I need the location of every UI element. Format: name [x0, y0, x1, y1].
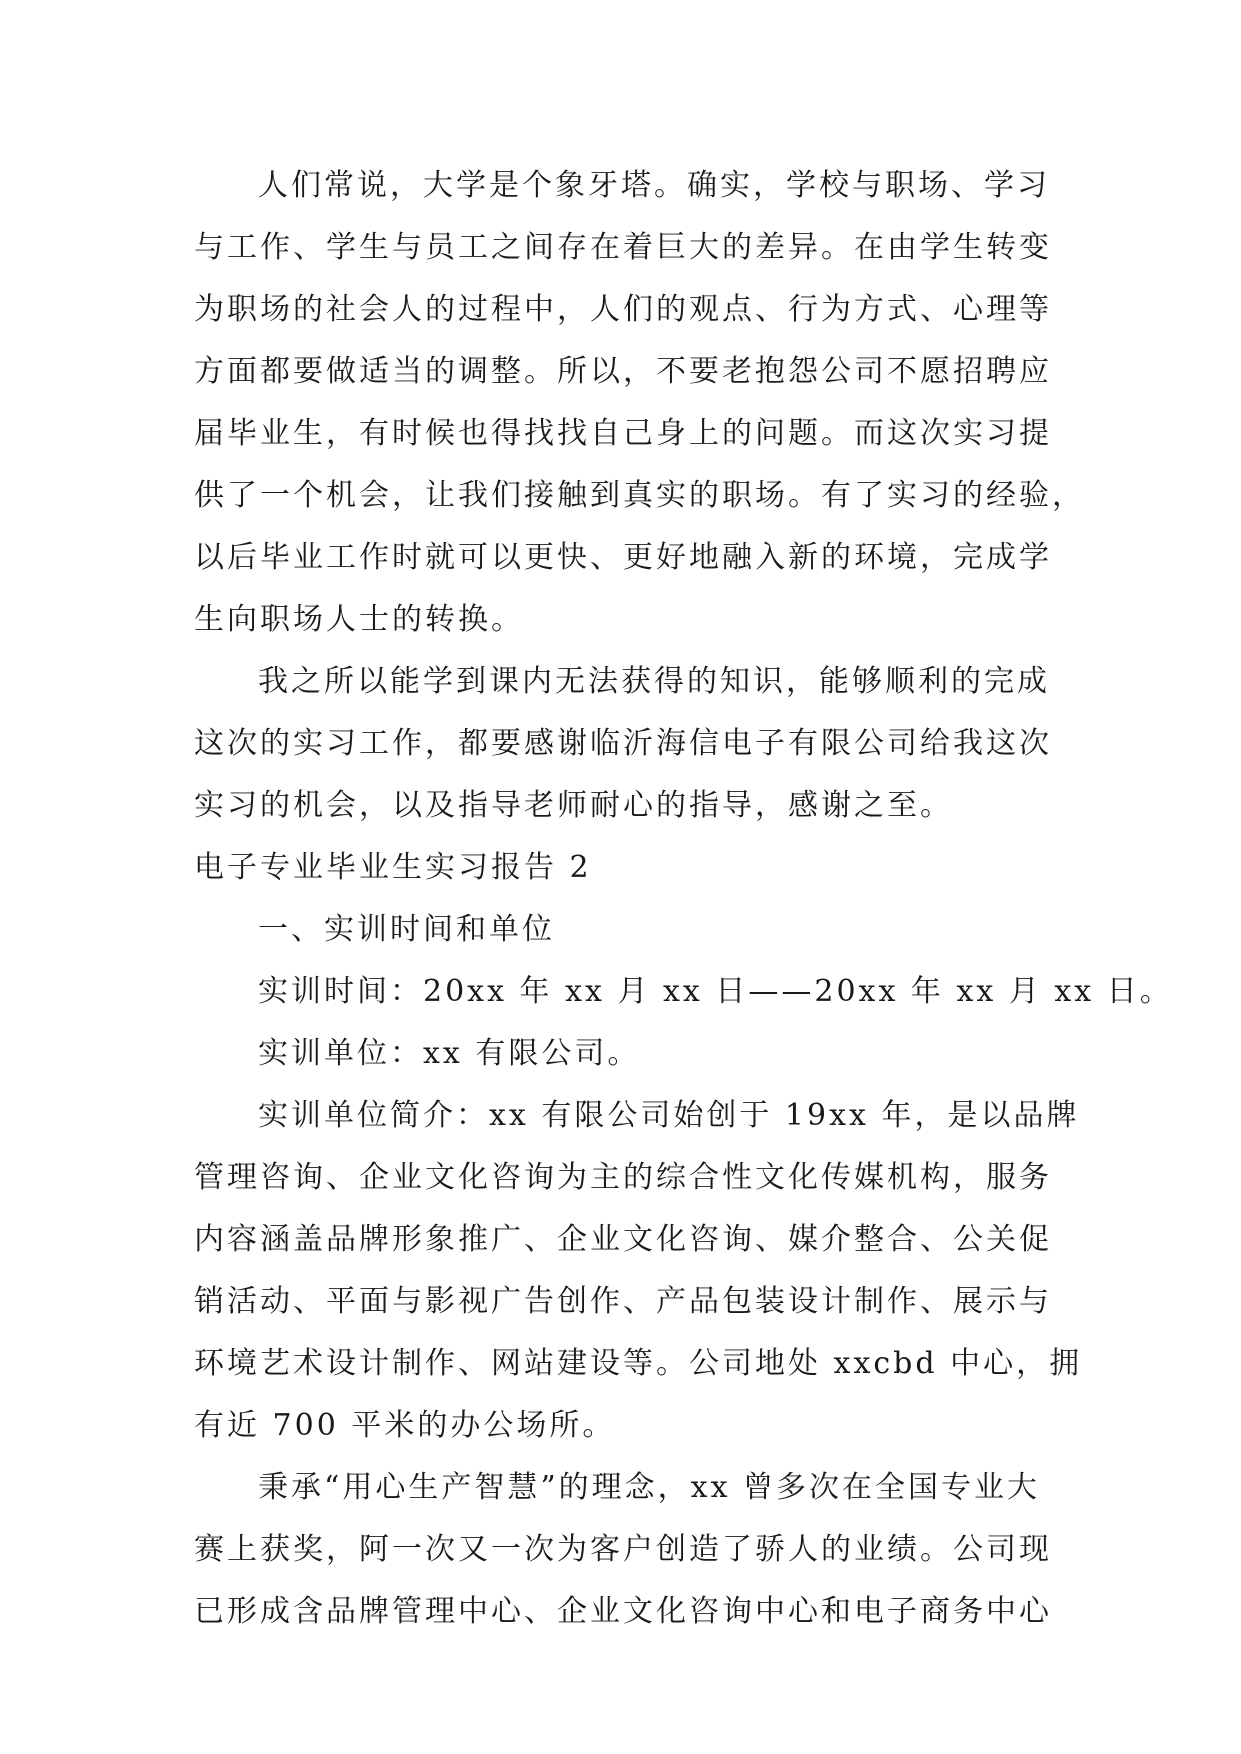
text-line: 秉承“用心生产智慧”的理念，xx 曾多次在全国专业大	[258, 1470, 1041, 1505]
text-line: 与工作、学生与员工之间存在着巨大的差异。在由学生转变	[194, 230, 1052, 265]
text-line: 电子专业毕业生实习报告 2	[194, 850, 592, 885]
document-body	[194, 155, 1173, 1643]
text-line: 实习的机会，以及指导老师耐心的指导，感谢之至。	[194, 788, 953, 823]
report-title	[194, 837, 1056, 899]
text-line: 销活动、平面与影视广告创作、产品包装设计制作、展示与	[194, 1284, 1052, 1319]
text-line: 管理咨询、企业文化咨询为主的综合性文化传媒机构，服务	[194, 1160, 1052, 1195]
text-line: 供了一个机会，让我们接触到真实的职场。有了实习的经验，	[194, 478, 1085, 513]
text-line: 有近 700 平米的办公场所。	[194, 1408, 616, 1443]
text-line: 届毕业生，有时候也得找找自己身上的问题。而这次实习提	[194, 416, 1052, 451]
text-line: 我之所以能学到课内无法获得的知识，能够顺利的完成	[258, 664, 1050, 699]
paragraph-ivory-tower	[194, 155, 1085, 651]
text-line: 已形成含品牌管理中心、企业文化咨询中心和电子商务中心	[194, 1594, 1052, 1629]
text-line: 实训单位：xx 有限公司。	[258, 1036, 641, 1071]
paragraph-training-time	[194, 961, 1173, 1023]
text-line: 以后毕业工作时就可以更快、更好地融入新的环境，完成学	[194, 540, 1052, 575]
paragraph-training-unit	[194, 1023, 1056, 1085]
text-line: 实训单位简介：xx 有限公司始创于 19xx 年，是以品牌	[258, 1098, 1080, 1133]
text-line: 生向职场人士的转换。	[194, 602, 524, 637]
section-heading-time-unit	[194, 899, 1056, 961]
text-line: 实训时间：20xx 年 xx 月 xx 日——20xx 年 xx 月 xx 日。	[258, 974, 1173, 1009]
text-line: 方面都要做适当的调整。所以，不要老抱怨公司不愿招聘应	[194, 354, 1052, 389]
text-line: 一、实训时间和单位	[258, 912, 555, 947]
text-line: 为职场的社会人的过程中，人们的观点、行为方式、心理等	[194, 292, 1052, 327]
text-line: 这次的实习工作，都要感谢临沂海信电子有限公司给我这次	[194, 726, 1052, 761]
text-line: 人们常说，大学是个象牙塔。确实，学校与职场、学习	[258, 168, 1050, 203]
paragraph-acknowledgement	[194, 651, 1056, 837]
text-line: 内容涵盖品牌形象推广、企业文化咨询、媒介整合、公关促	[194, 1222, 1052, 1257]
paragraph-company-intro	[194, 1085, 1083, 1457]
text-line: 赛上获奖，阿一次又一次为客户创造了骄人的业绩。公司现	[194, 1532, 1052, 1567]
paragraph-philosophy	[194, 1457, 1056, 1643]
text-line: 环境艺术设计制作、网站建设等。公司地处 xxcbd 中心，拥	[194, 1346, 1083, 1381]
